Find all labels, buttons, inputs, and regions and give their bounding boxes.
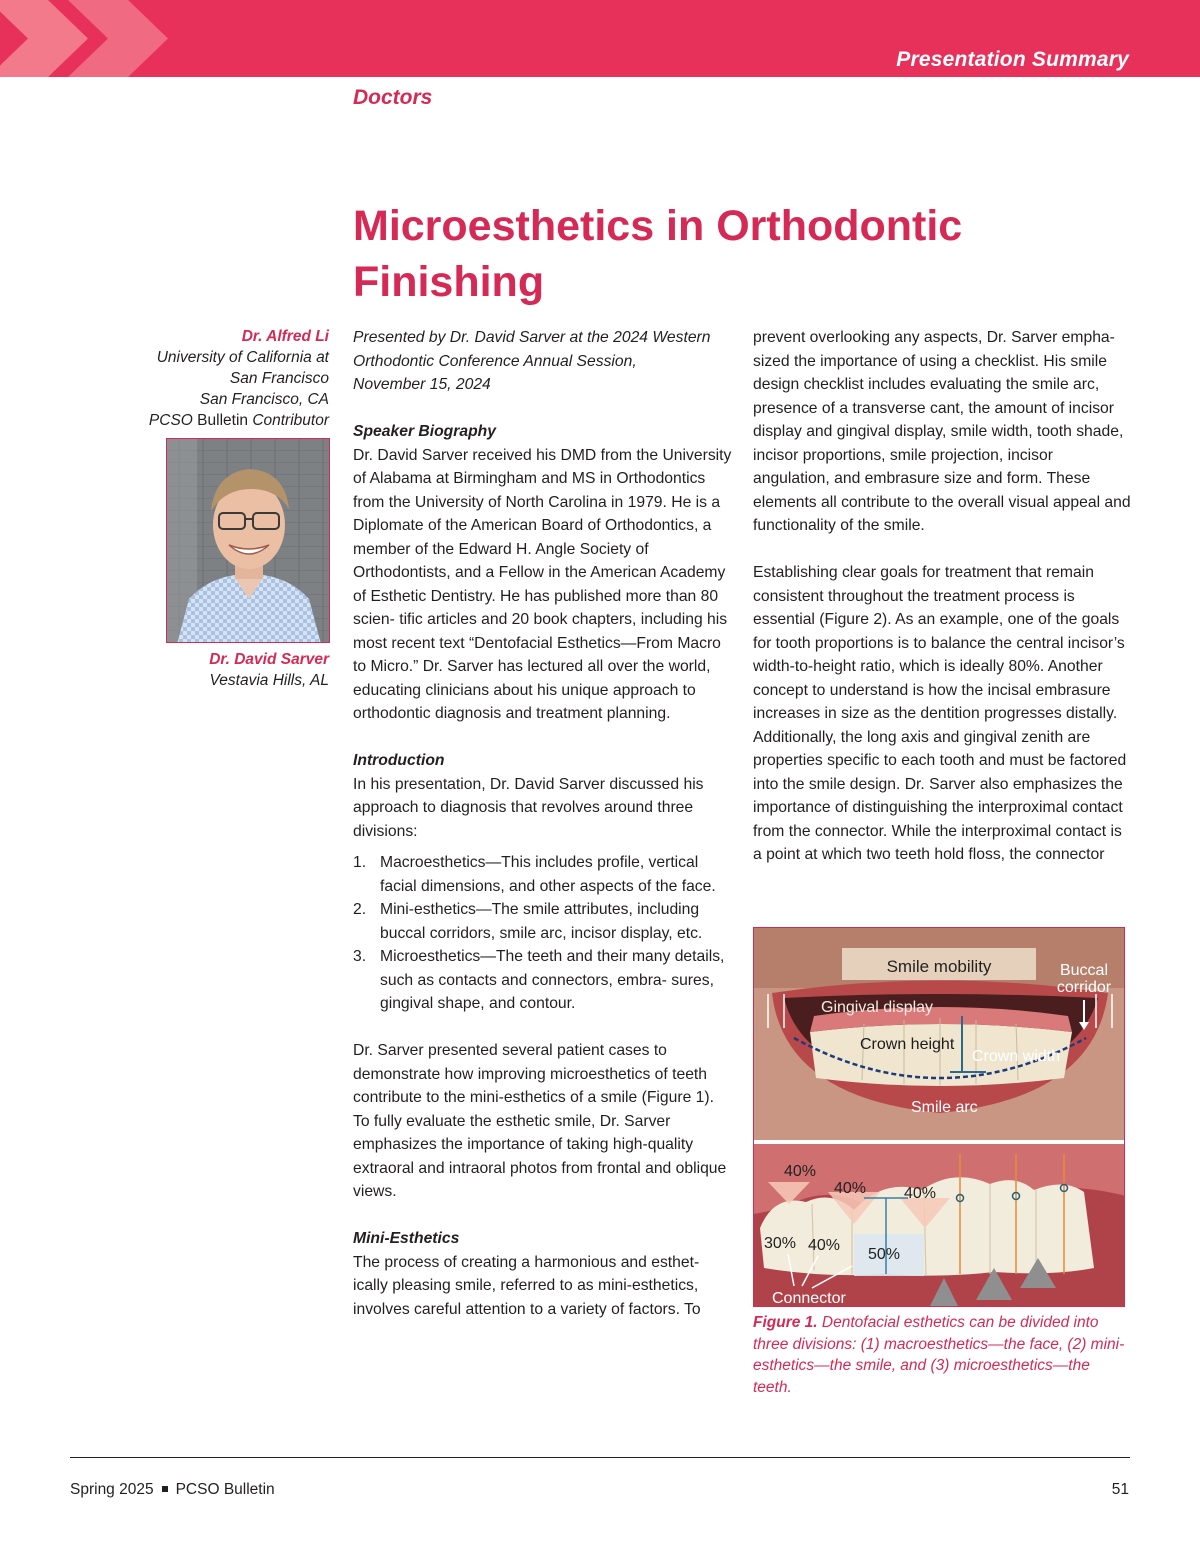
crown-width-label: Crown width xyxy=(972,1048,1061,1065)
smile-diagram xyxy=(754,928,1125,1307)
smile-arc-label: Smile arc xyxy=(911,1099,978,1116)
checklist-text: prevent overlooking any aspects, Dr. Sarver empha- sized the importance of using a checklist. His smile design checklist includes evaluating the smile arc, presence of a transverse cant, the amount of incisor display and gingival display, smile width, tooth shade, incisor proportions, smile projection, incisor angulation, and embrasure size and form. These elements all contribute to the overall visual appeal and functionality of the smile. xyxy=(753,329,1131,534)
contributor-role-label: Contributor xyxy=(252,412,329,429)
contributor-block xyxy=(60,326,329,431)
goals-text: Establishing clear goals for treatment that remain consistent throughout the treatment process is essential (Figure 2). As an example, one of the goals for tooth proportions is to balance the central incisor’s width-to-height ratio, which is ideally 80%. Another concept to understand is how the incisal embrasure increases in size as the dentition progresses distally. Additionally, the long axis and gingival zenith are properties specific to each tooth and must be factored into the smile design. Dr. Sarver also emphasizes the importance of distinguishing the interproximal contact from the connector. While the interproximal contact is a point at which two teeth hold floss, the connector xyxy=(753,564,1127,863)
speaker-block xyxy=(60,649,329,691)
figure-caption xyxy=(753,1312,1125,1398)
footer-rule xyxy=(70,1457,1130,1458)
percent-label: 40% xyxy=(808,1237,841,1254)
banner-label: Presentation Summary xyxy=(896,48,1129,71)
smile-mobility-label: Smile mobility xyxy=(886,957,992,976)
intro-text: In his presentation, Dr. David Sarver discussed his approach to diagnosis that revolves around three divisions: xyxy=(353,775,704,840)
publication-name: Bulletin xyxy=(192,412,253,429)
article-title: Microesthetics in Orthodontic Finishing xyxy=(353,202,963,306)
presented-by xyxy=(353,326,733,397)
list-text: Macroesthetics—This includes profile, vertical facial dimensions, and other aspects of the face. xyxy=(380,854,716,895)
buccal-corridor-label: corridor xyxy=(1056,979,1112,996)
contributor-affiliation: San Francisco xyxy=(229,370,329,387)
percent-label: 40% xyxy=(904,1185,937,1202)
bio-text: Dr. David Sarver received his DMD from the University of Alabama at Birmingham and MS in Orthodontics from the University of North Carolina in 1979. He is a Diplomate of the American Board of Orthodontics, a member of the Edward H. Angle Society of Orthodontists, and a Fellow in the American Academy of Esthetic Dentistry. He has published more than 80 scien- tific articles and 20 book chapters, including his most recent text “Dentofacial Esthetics—From Macro to Micro.” Dr. Sarver has lectured all over the world, educating clinicians about his unique approach to orthodontic diagnosis and treatment planning. xyxy=(353,446,732,722)
presented-line: November 15, 2024 xyxy=(353,376,491,393)
footer-publication-info xyxy=(70,1481,275,1499)
intro-heading: Introduction xyxy=(353,752,445,769)
connector-label: Connector xyxy=(772,1290,846,1307)
list-item xyxy=(353,851,733,898)
publication-name: PCSO xyxy=(148,412,193,429)
list-item xyxy=(353,945,733,1016)
cases-text: Dr. Sarver presented several patient cases to demonstrate how improving microesthetics of teeth contribute to the mini-esthetics of a smile (Figure 1). To fully evaluate the esthetic smile, Dr. Sarver emphasizes the importance of taking high-quality extraoral and intraoral photos from frontal and oblique views. xyxy=(353,1042,727,1200)
figure-caption-text: Dentofacial esthetics can be divided into three divisions: (1) macroesthetics—the face, (2) mini-esthetics—the smile, and (3) microesthetics—the teeth. xyxy=(753,1314,1125,1396)
speaker-location: Vestavia Hills, AL xyxy=(209,672,329,689)
footer-publication: PCSO Bulletin xyxy=(175,1481,275,1498)
panel-divider xyxy=(754,1140,1125,1144)
contributor-name: Dr. Alfred Li xyxy=(241,328,329,345)
mini-esthetics-heading: Mini-Esthetics xyxy=(353,1230,460,1247)
percent-label: 50% xyxy=(868,1246,901,1263)
section-label: Doctors xyxy=(353,86,433,109)
speaker-photo xyxy=(166,438,330,643)
bullet-separator-icon xyxy=(162,1486,168,1492)
body-column-left xyxy=(353,326,733,1321)
speaker-portrait-icon xyxy=(167,439,330,643)
contributor-location: San Francisco, CA xyxy=(199,391,329,408)
crown-height-label: Crown height xyxy=(860,1036,955,1053)
header-banner xyxy=(0,0,1200,77)
figure-caption-label: Figure 1. xyxy=(753,1314,818,1331)
list-number: 3. xyxy=(353,948,367,965)
list-text: Microesthetics—The teeth and their many details, such as contacts and connectors, embra- sures, gingival shape, and contour. xyxy=(380,948,725,1012)
page-number: 51 xyxy=(1111,1481,1129,1498)
list-number: 2. xyxy=(353,901,367,918)
chevron-decoration-icon xyxy=(0,0,88,77)
list-item xyxy=(353,898,733,945)
list-number: 1. xyxy=(353,854,367,871)
bio-heading: Speaker Biography xyxy=(353,423,496,440)
list-text: Mini-esthetics—The smile attributes, including buccal corridors, smile arc, incisor display, etc. xyxy=(380,901,703,942)
speaker-name: Dr. David Sarver xyxy=(209,651,329,668)
percent-label: 30% xyxy=(764,1235,797,1252)
percent-label: 40% xyxy=(834,1180,867,1197)
body-column-right xyxy=(753,326,1133,867)
presented-line: Orthodontic Conference Annual Session, xyxy=(353,352,637,370)
footer-season: Spring 2025 xyxy=(70,1481,154,1498)
percent-label: 40% xyxy=(784,1163,817,1180)
divisions-list xyxy=(353,851,733,1016)
presented-line: Presented by Dr. David Sarver at the 2024 Western xyxy=(353,329,711,346)
contributor-role xyxy=(60,410,329,431)
buccal-corridor-label: Buccal xyxy=(1059,962,1109,979)
figure-1 xyxy=(753,927,1125,1307)
gingival-display-label: Gingival display xyxy=(821,999,934,1016)
mini-esthetics-text: The process of creating a harmonious and esthet- ically pleasing smile, referred to as mini-esthetics, involves careful attention to a variety of factors. To xyxy=(353,1253,701,1318)
contributor-affiliation: University of California at xyxy=(156,349,329,366)
